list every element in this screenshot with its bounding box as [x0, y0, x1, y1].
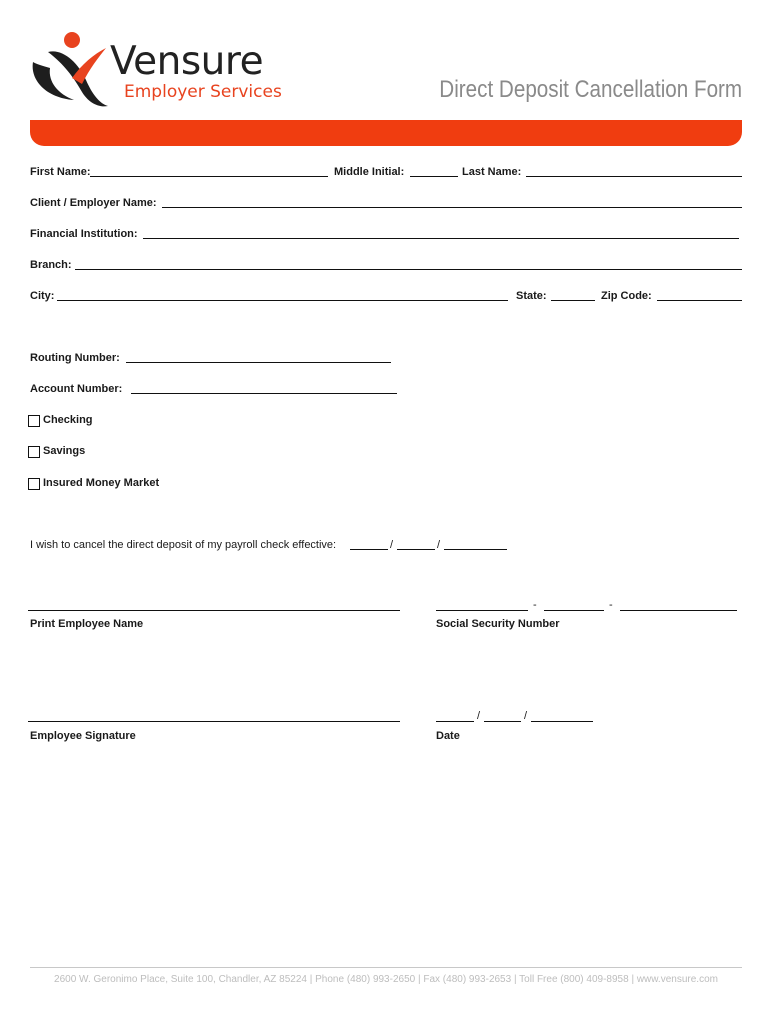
footer-divider: [30, 967, 742, 968]
print-employee-name-label: Print Employee Name: [30, 618, 144, 630]
effective-date-month-field[interactable]: [350, 549, 388, 550]
account-number-label: Account Number:: [30, 383, 123, 395]
last-name-label: Last Name:: [462, 166, 522, 178]
logo-mark-icon: [28, 28, 118, 112]
header-accent-bar: [30, 120, 742, 146]
employee-signature-label: Employee Signature: [30, 730, 136, 742]
financial-institution-field[interactable]: [143, 238, 739, 239]
city-label: City:: [30, 290, 55, 302]
first-name-label: First Name:: [30, 166, 91, 178]
ssn-part1-field[interactable]: [436, 610, 528, 611]
checking-label: Checking: [43, 414, 93, 426]
money-market-checkbox[interactable]: [28, 478, 40, 490]
ssn-separator: -: [609, 599, 613, 611]
ssn-label: Social Security Number: [436, 618, 560, 630]
city-field[interactable]: [57, 300, 508, 301]
client-employer-name-label: Client / Employer Name:: [30, 197, 157, 209]
routing-number-field[interactable]: [126, 362, 391, 363]
date-separator: /: [524, 710, 528, 722]
savings-label: Savings: [43, 445, 86, 457]
cancel-statement: I wish to cancel the direct deposit of my payroll check effective:: [30, 539, 337, 551]
zip-code-label: Zip Code:: [601, 290, 652, 302]
employee-signature-field[interactable]: [28, 721, 400, 722]
last-name-field[interactable]: [526, 176, 742, 177]
form-title: Direct Deposit Cancellation Form: [439, 76, 742, 103]
brand-tagline: Employer Services: [124, 82, 282, 102]
client-employer-name-field[interactable]: [162, 207, 742, 208]
date-separator: /: [437, 539, 441, 551]
zip-code-field[interactable]: [657, 300, 742, 301]
date-separator: /: [390, 539, 394, 551]
financial-institution-label: Financial Institution:: [30, 228, 138, 240]
middle-initial-label: Middle Initial:: [334, 166, 405, 178]
state-field[interactable]: [551, 300, 595, 301]
date-year-field[interactable]: [531, 721, 593, 722]
effective-date-day-field[interactable]: [397, 549, 435, 550]
ssn-part2-field[interactable]: [544, 610, 604, 611]
ssn-part3-field[interactable]: [620, 610, 737, 611]
checking-checkbox[interactable]: [28, 415, 40, 427]
branch-field[interactable]: [75, 269, 742, 270]
brand-logo: [28, 28, 288, 113]
date-label: Date: [436, 730, 460, 742]
date-day-field[interactable]: [484, 721, 521, 722]
ssn-separator: -: [533, 599, 537, 611]
first-name-field[interactable]: [90, 176, 328, 177]
savings-checkbox[interactable]: [28, 446, 40, 458]
state-label: State:: [516, 290, 547, 302]
money-market-label: Insured Money Market: [43, 477, 160, 489]
account-number-field[interactable]: [131, 393, 397, 394]
print-employee-name-field[interactable]: [28, 610, 400, 611]
effective-date-year-field[interactable]: [444, 549, 507, 550]
date-month-field[interactable]: [436, 721, 474, 722]
date-separator: /: [477, 710, 481, 722]
brand-name: Vensure: [110, 39, 264, 84]
branch-label: Branch:: [30, 259, 72, 271]
routing-number-label: Routing Number:: [30, 352, 120, 364]
footer-contact: 2600 W. Geronimo Place, Suite 100, Chandler, AZ 85224 | Phone (480) 993-2650 | Fax (480) 993-2653 | Toll Free (800) 409-8958 | www.vensure.com: [54, 974, 718, 985]
middle-initial-field[interactable]: [410, 176, 458, 177]
